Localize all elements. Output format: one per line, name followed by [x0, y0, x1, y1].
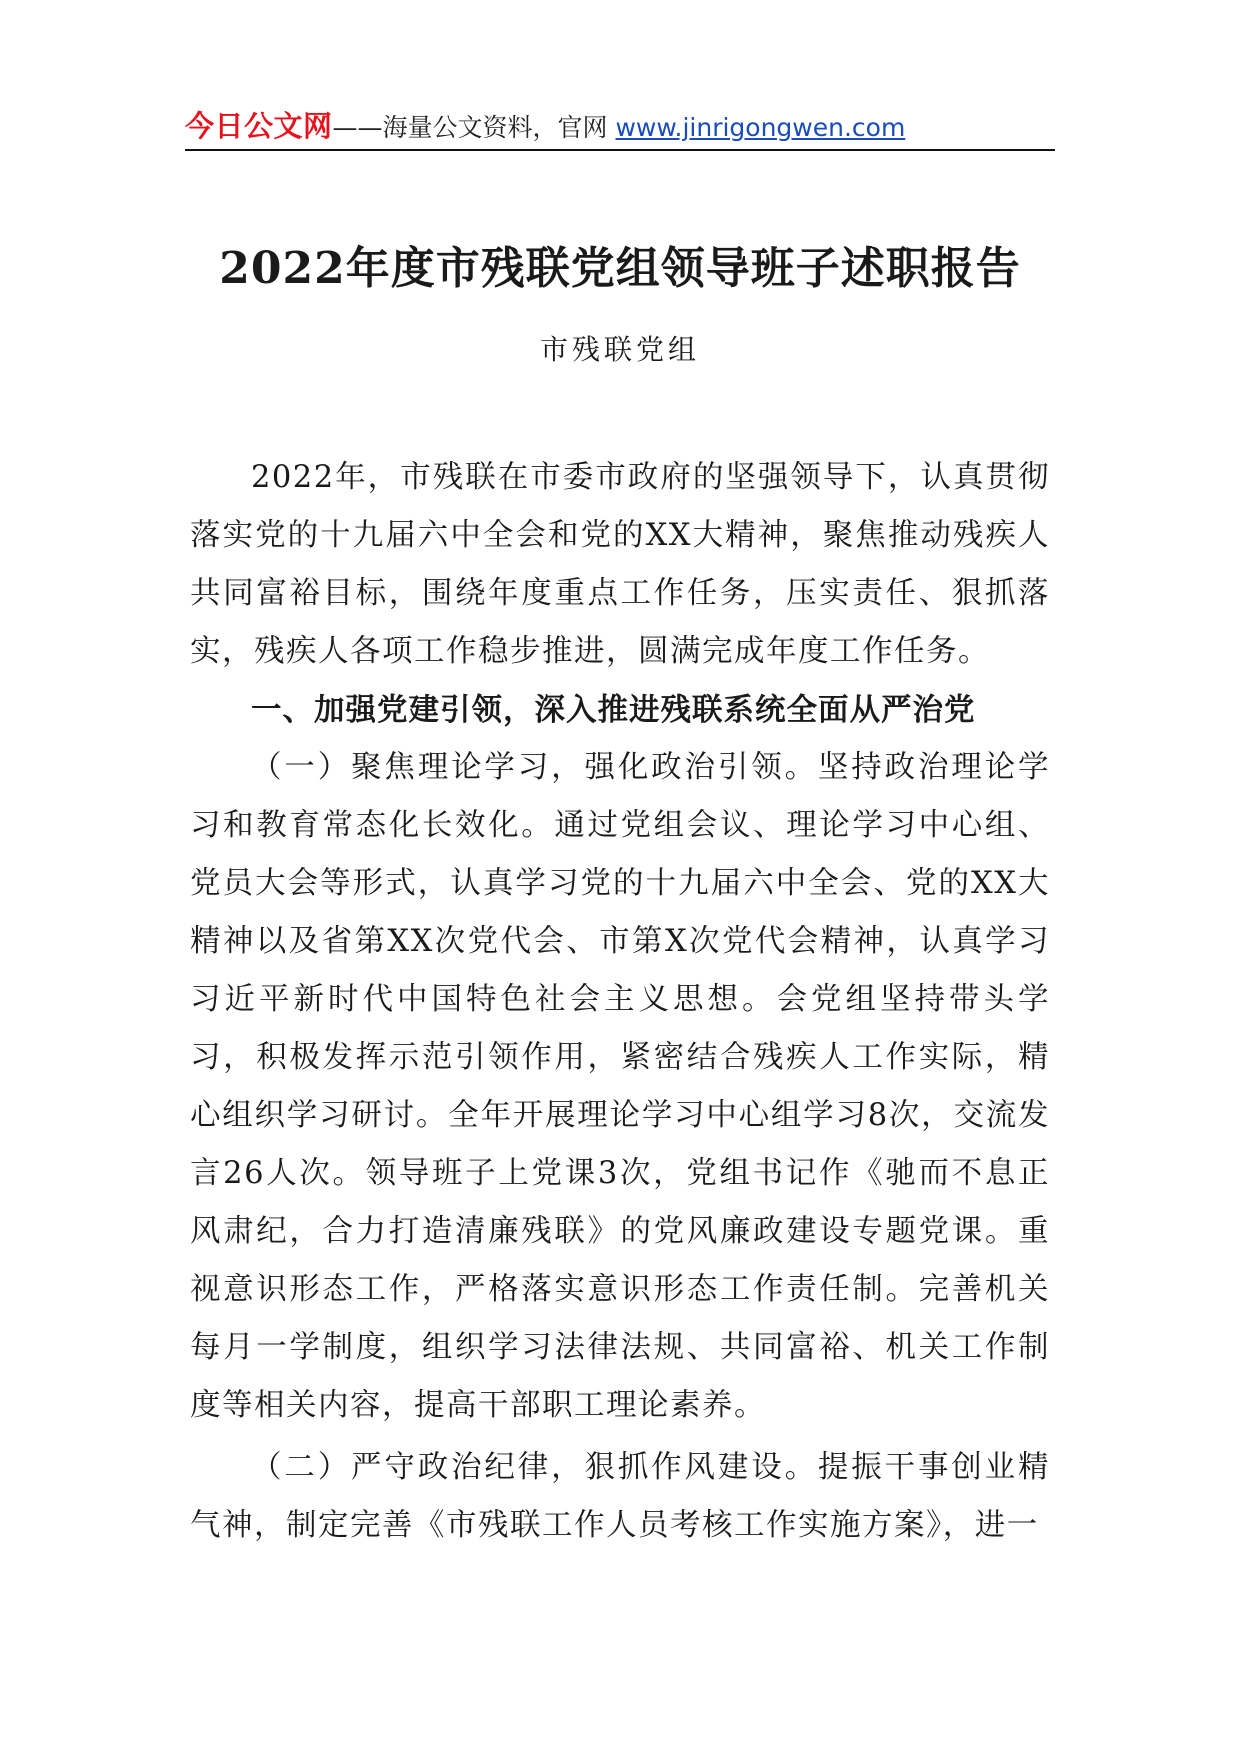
body-paragraph: （二）严守政治纪律，狠抓作风建设。提振干事创业精气神，制定完善《市残联工作人员考核工作实施方案》，进一 [190, 1450, 1050, 1543]
intro-paragraph: 2022年，市残联在市委市政府的坚强领导下，认真贯彻落实党的十九届六中全会和党的XX大精神，聚焦推动残疾人共同富裕目标，围绕年度重点工作任务，压实责任、狠抓落实，残疾人各项工作稳步推进，圆满完成年度工作任务。 [190, 460, 1050, 669]
site-url-link[interactable]: www.jinrigongwen.com [615, 113, 906, 142]
header-divider [185, 149, 1055, 151]
document-author: 市残联党组 [539, 333, 700, 366]
section-heading-1: 一、加强党建引领，深入推进残联系统全面从严治党 [251, 692, 976, 728]
document-title: 2022年度市残联党组领导班子述职报告 [219, 243, 1021, 294]
document-body [190, 449, 1050, 1555]
site-header [185, 104, 1055, 148]
site-tagline: ——海量公文资料，官网 [332, 113, 616, 142]
site-brand[interactable]: 今日公文网 [185, 109, 333, 143]
body-paragraph: （一）聚焦理论学习，强化政治引领。坚持政治理论学习和教育常态化长效化。通过党组会议、理论学习中心组、党员大会等形式，认真学习党的十九届六中全会、党的XX大精神以及省第XX次党代会、市第X次党代会精神，认真学习习近平新时代中国特色社会主义思想。会党组坚持带头学习，积极发挥示范引领作用，紧密结合残疾人工作实际，精心组织学习研讨。全年开展理论学习中心组学习8次，交流发言26人次。领导班子上党课3次，党组书记作《驰而不息正风肃纪，合力打造清廉残联》的党风廉政建设专题党课。重视意识形态工作，严格落实意识形态工作责任制。完善机关每月一学制度，组织学习法律法规、共同富裕、机关工作制度等相关内容，提高干部职工理论素养。 [190, 750, 1050, 1423]
